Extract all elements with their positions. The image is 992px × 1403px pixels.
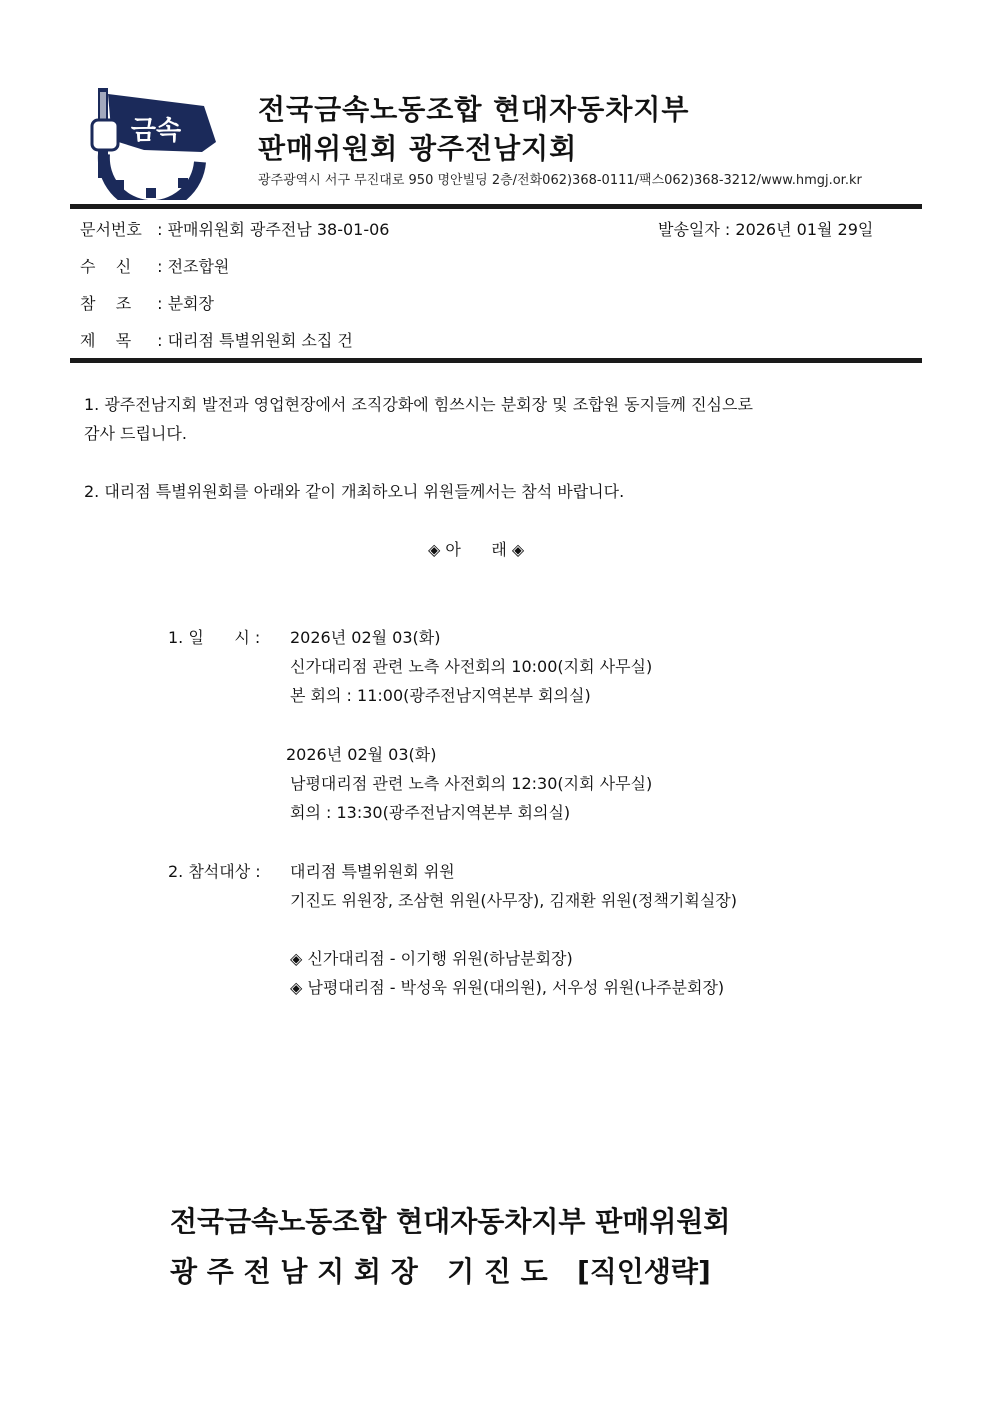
item-1-line: 2026년 02월 03(화)	[286, 745, 437, 764]
org-address: 광주광역시 서구 무진대로 950 명안빌딩 2층/전화062)368-0111/팩스062)368-3212/www.hmgj.or.kr	[258, 173, 862, 188]
recipient-row: 수 신 : 전조합원	[80, 254, 229, 277]
signature-line-1: 전국금속노동조합 현대자동차지부 판매위원회	[170, 1205, 731, 1238]
item-1-line: 회의 : 13:30(광주전남지역본부 회의실)	[290, 803, 571, 822]
recipient-label: 수 신	[80, 257, 132, 276]
subject-label: 제 목	[80, 331, 132, 350]
send-date-label: 발송일자	[658, 220, 720, 239]
item-2-line: ◈ 신가대리점 - 이기행 위원(하남분회장)	[290, 949, 573, 968]
union-logo	[84, 84, 224, 200]
item-1-label: 1. 일 시 :	[168, 628, 261, 647]
header-divider	[70, 204, 922, 209]
org-name-line2: 판매위원회 광주전남지회	[258, 132, 578, 165]
subject-row: 제 목 : 대리점 특별위원회 소집 건	[80, 328, 353, 351]
send-date: 2026년 01월 29일	[735, 220, 874, 239]
recipient: 전조합원	[167, 257, 230, 276]
paragraph-1-line-2: 감사 드립니다.	[84, 424, 187, 443]
signature-line-2: 광 주 전 남 지 회 장 기 진 도 [직인생략]	[170, 1255, 711, 1288]
paragraph-2: 2. 대리점 특별위원회를 아래와 같이 개최하오니 위원들께서는 참석 바랍니다.	[84, 482, 625, 501]
item-2-label: 2. 참석대상 :	[168, 862, 261, 881]
notice-heading: ◈ 아 래 ◈	[428, 540, 525, 559]
doc-number-row: 문서번호 : 판매위원회 광주전남 38-01-06	[80, 217, 389, 240]
org-name-line1: 전국금속노동조합 현대자동차지부	[258, 93, 690, 126]
item-2-line: ◈ 남평대리점 - 박성욱 위원(대의원), 서우성 위원(나주분회장)	[290, 978, 725, 997]
item-2-line: 기진도 위원장, 조삼현 위원(사무장), 김재환 위원(정책기획실장)	[290, 891, 737, 910]
item-1-line: 남평대리점 관련 노측 사전회의 12:30(지회 사무실)	[290, 774, 653, 793]
doc-number: 판매위원회 광주전남 38-01-06	[167, 220, 390, 239]
item-1-line: 2026년 02월 03(화)	[290, 628, 441, 647]
item-1-line: 본 회의 : 11:00(광주전남지역본부 회의실)	[290, 686, 591, 705]
item-2-line: 대리점 특별위원회 위원	[290, 862, 455, 881]
reference: 분회장	[167, 294, 214, 313]
item-1-line: 신가대리점 관련 노측 사전회의 10:00(지회 사무실)	[290, 657, 653, 676]
doc-number-label: 문서번호	[80, 220, 142, 239]
reference-label: 참 조	[80, 294, 132, 313]
meta-divider	[70, 358, 922, 363]
paragraph-1-line-1: 1. 광주전남지회 발전과 영업현장에서 조직강화에 힘쓰시는 분회장 및 조합원 동지들께 진심으로	[84, 395, 753, 414]
logo-text: 금속	[130, 116, 182, 146]
subject: 대리점 특별위원회 소집 건	[167, 331, 353, 350]
send-date-row: 발송일자 : 2026년 01월 29일	[658, 220, 874, 239]
reference-row: 참 조 : 분회장	[80, 291, 214, 314]
